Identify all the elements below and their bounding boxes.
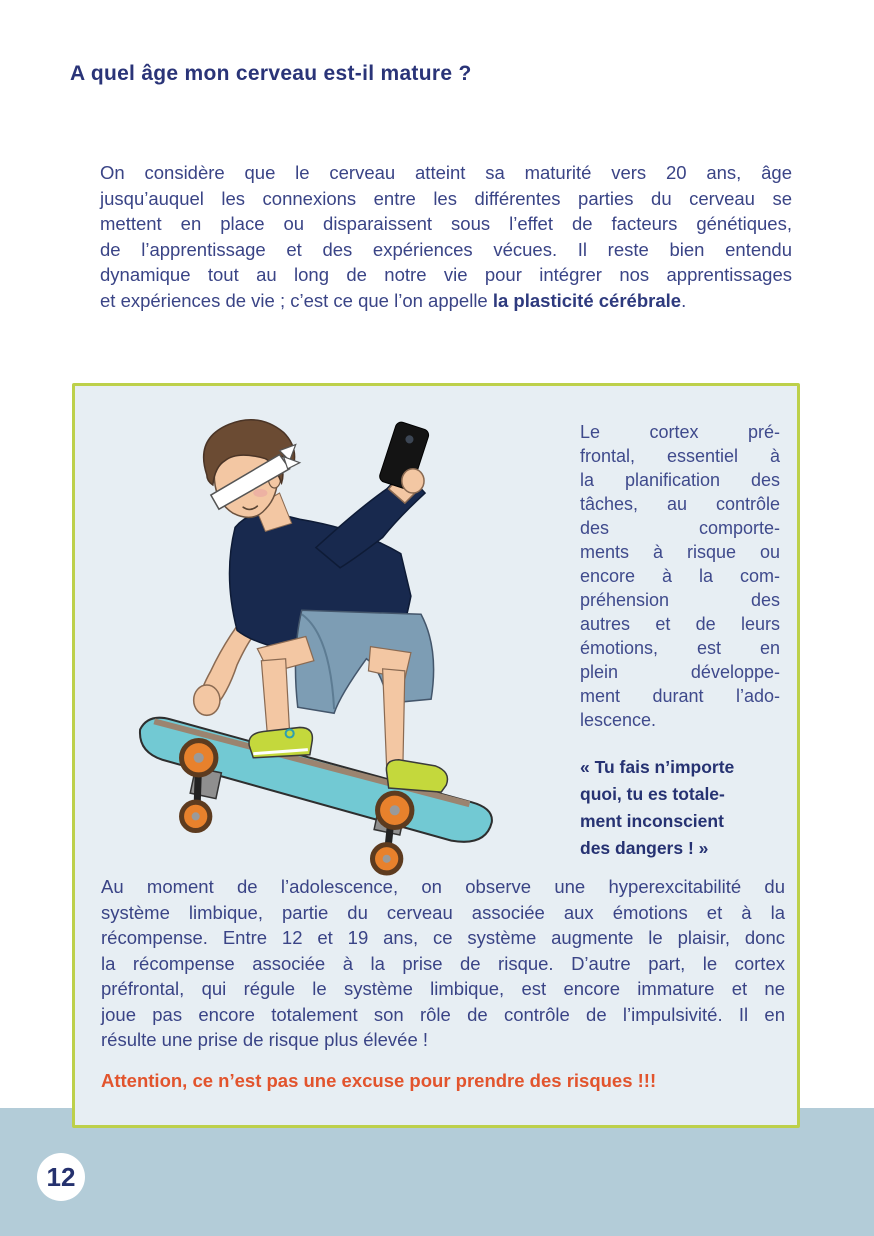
cortex-paragraph xyxy=(580,420,780,862)
page-title: A quel âge mon cerveau est-il mature ? xyxy=(70,62,472,85)
rear-shin xyxy=(383,669,405,770)
left-hand xyxy=(194,685,220,715)
limbic-paragraph: Au moment de l’adolescence, on observe une hyperexcitabilité du système limbique, partie du cerveau associée aux émotions et à la récompense. Entre 12 et 19 ans, ce système augmente le plaisir, donc la récompense associée à la prise de risque. D’autre part, le cortex préfrontal, qui régule le système limbique, est encore immature et ne joue pas encore totalement son rôle de contrôle de l’impulsivité. Il en résulte une prise de risque plus élevée ! xyxy=(101,876,785,1050)
cortex-lines: Le cortex pré- frontal, essentiel à la planification des tâches, au contrôle des comporte- ments à risque ou encore à la com- préhension des autres et de leurs émotions, est en plein développe- ment durant l’ado- lescence. xyxy=(580,422,780,730)
page-number-badge xyxy=(37,1153,85,1201)
front-shin xyxy=(261,659,289,736)
intro-bold-term: la plasticité cérébrale xyxy=(492,289,682,311)
rear-shoe xyxy=(386,760,447,792)
skateboard xyxy=(140,718,492,873)
intro-last-line xyxy=(100,288,792,314)
warning-text: Attention, ce n’est pas une excuse pour prendre des risques !!! xyxy=(101,1070,657,1091)
skateboarder-illustration xyxy=(93,394,553,879)
info-box xyxy=(72,383,800,1128)
page-number: 12 xyxy=(46,1161,76,1192)
right-hand xyxy=(402,469,424,493)
intro-last-prefix: et expériences de vie ; c’est ce que l’on appelle xyxy=(100,289,493,311)
intro-lines: On considère que le cerveau atteint sa maturité vers 20 ans, âge jusqu’auquel les connexions entre les différentes parties du cerveau se mettent en place ou disparaissent sous l’effet de facteurs génétiques, de l’apprentissage et des expériences vécues. Il reste bien entendu dynamique tout au long de notre vie pour intégrer nos apprentissages xyxy=(100,162,792,285)
intro-paragraph xyxy=(100,160,792,313)
shorts xyxy=(295,610,433,713)
quote: « Tu fais n’importe quoi, tu es totale- ment inconscient des dangers ! » xyxy=(580,757,735,858)
cheek-blush xyxy=(253,489,267,497)
intro-last-suffix: . xyxy=(681,289,687,311)
